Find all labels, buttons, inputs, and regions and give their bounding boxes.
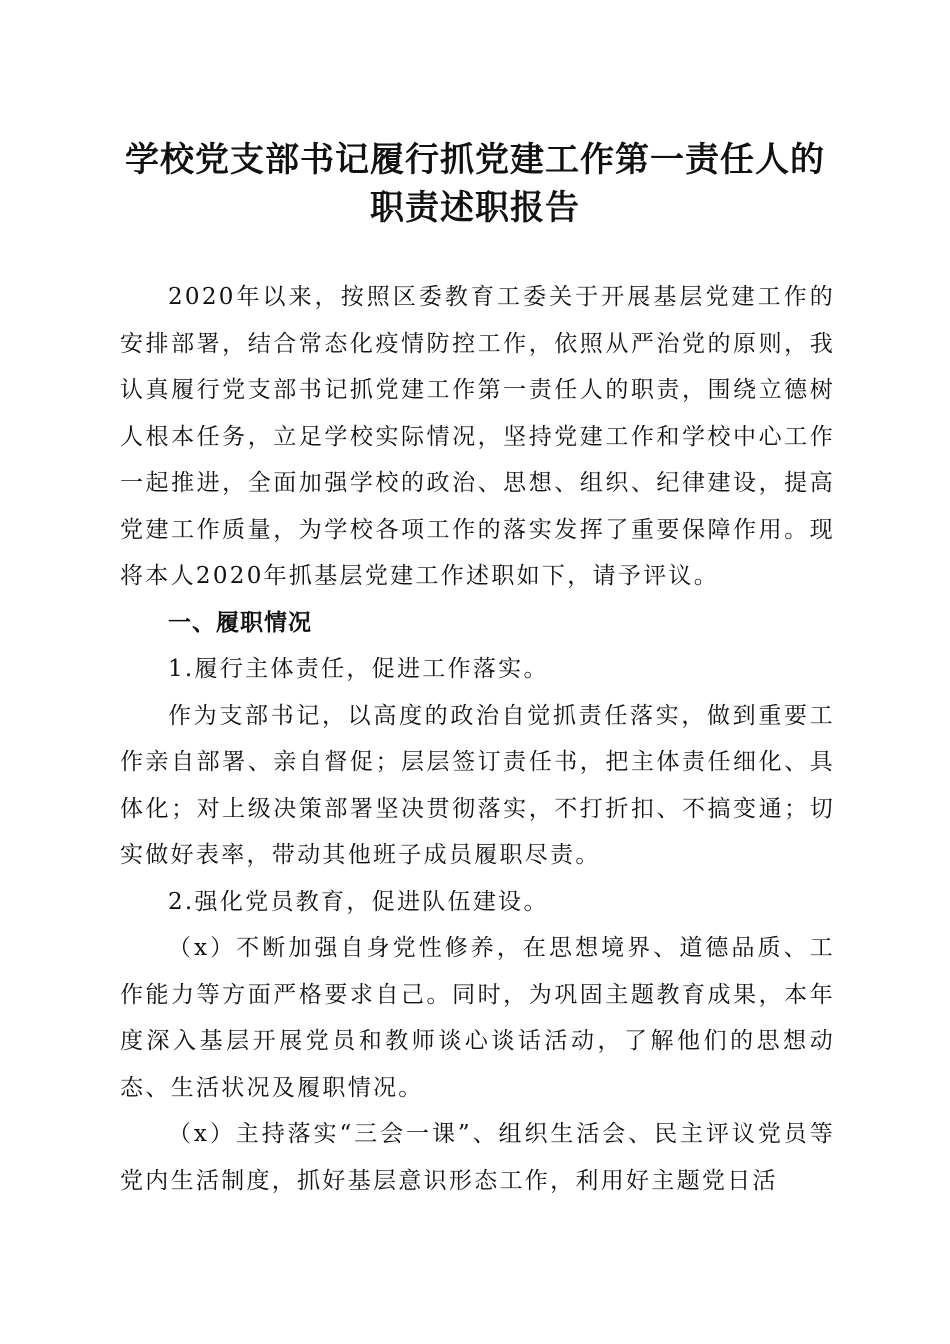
document-title-line-2: 职责述职报告 xyxy=(370,188,580,228)
item-2-title: 2.强化党员教育，促进队伍建设。 xyxy=(168,888,549,915)
document-title-line-1: 学校党支部书记履行抓党建工作第一责任人的 xyxy=(125,140,825,180)
item-1-title: 1.履行主体责任，促进工作落实。 xyxy=(168,656,549,682)
item-1-body: 作为支部书记，以高度的政治自觉抓责任落实，做到重要工作亲自部署、亲自督促；层层签订责任书，把主体责任细化、具体化；对上级决策部署坚决贯彻落实，不打折扣、不搞变通；切实做好表率，带动其他班子成员履职尽责。 xyxy=(120,702,835,868)
section-heading-performance: 一、履职情况 xyxy=(168,609,312,636)
item-2-subpoint-1: （x）不断加强自身党性修养，在思想境界、道德品质、工作能力等方面严格要求自己。同时，为巩固主题教育成果，本年度深入基层开展党员和教师谈心谈话活动，了解他们的思想动态、生活状况及履职情况。 xyxy=(120,935,835,1101)
document-body xyxy=(120,274,835,1204)
intro-paragraph: 2020年以来，按照区委教育工委关于开展基层党建工作的安排部署，结合常态化疫情防控工作，依照从严治党的原则，我认真履行党支部书记抓党建工作第一责任人的职责，围绕立德树人根本任务，立足学校实际情况，坚持党建工作和学校中心工作一起推进，全面加强学校的政治、思想、组织、纪律建设，提高党建工作质量，为学校各项工作的落实发挥了重要保障作用。现将本人2020年抓基层党建工作述职如下，请予评议。 xyxy=(120,284,835,589)
item-2-subpoint-2: （x）主持落实“三会一课”、组织生活会、民主评议党员等党内生活制度，抓好基层意识形态工作，利用好主题党日活 xyxy=(120,1121,835,1194)
